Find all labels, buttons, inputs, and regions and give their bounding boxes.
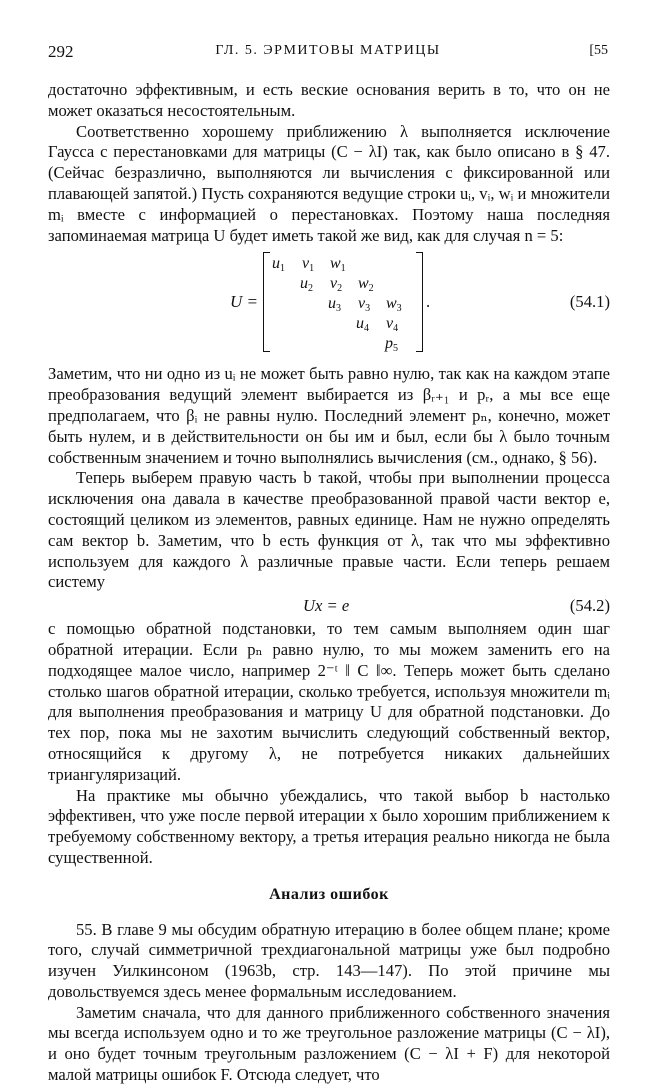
matrix-entry: $w_1$: [330, 255, 346, 275]
matrix-entry: $u_3$: [328, 295, 341, 315]
matrix-lhs: U =: [230, 292, 258, 312]
paragraph: Заметим сначала, что для данного приближенного собственного значения мы всегда используем одно и то же треугольное разложение матрицы (C − λI), и оно будет точным треугольным разложением (C − λI + F) для некоторой малой матрицы ошибок F. Отсюда следует, что: [48, 1002, 610, 1085]
equation-number: (54.1): [569, 292, 610, 312]
paragraph: 55. В главе 9 мы обсудим обратную итерацию в более общем плане; кроме того, случай симметричной трехдиагональной матрицы уже был подробно изучен Уилкинсоном (1963b, стр. 143—147). По этой причине мы довольствуемся здесь менее формальным исследованием.: [48, 919, 610, 1001]
paragraph: Соответственно хорошему приближению λ выполняется исключение Гаусса с перестановками для матрицы (C − λI) так, как было описано в § 47. (Сейчас безразлично, выполняются ли вычисления с фиксированной или плавающей запятой.) Пусть сохраняются ведущие строки uᵢ, vᵢ, wᵢ и множители mᵢ вместе с информацией о перестановках. Поэтому наша последняя запоминаемая матрица U будет иметь такой же вид, как для случая n = 5:: [48, 121, 610, 245]
matrix-entry: $u_2$: [300, 275, 313, 295]
matrix-entry: $v_4$: [386, 315, 399, 335]
paragraph: Теперь выберем правую часть b такой, чтобы при выполнении процесса исключения она давала в качестве преобразованной правой части вектор e, состоящий целиком из элементов, равных единице. Нам не нужно определять сам вектор b. Заметим, что b есть функция от λ, так что мы эффективно используем для каждого λ различные правые части. Если теперь решаем систему: [48, 468, 610, 592]
paragraph: Заметим, что ни одно из uᵢ не может быть равно нулю, так как на каждом этапе преобразования ведущий элемент выбирается из βᵣ₊₁ и pᵣ, а мы все еще предполагаем, что βᵢ не равны нулю. Последний элемент pₙ, конечно, может быть нулем, и в действительности он бы им и был, если бы λ было точным собственным значением и точно выполнялись вычисления (см., однако, § 56).: [48, 364, 610, 467]
section-ref: [55: [589, 43, 608, 58]
matrix-entry: $u_4$: [356, 315, 369, 335]
matrix-entry: $u_1$: [272, 255, 285, 275]
matrix-entry: $v_3$: [358, 295, 371, 315]
paragraph: достаточно эффективным, и есть веские основания верить в то, что он не может оказаться несостоятельным.: [48, 80, 610, 120]
equation-row: [48, 593, 610, 619]
paragraph: На практике мы обычно убеждались, что такой выбор b настолько эффективен, что уже после первой итерации x было хорошим приближением к требуемому собственному вектору, а третья итерация реально никогда не была существенной.: [48, 785, 610, 867]
matrix-entry: $w_2$: [358, 275, 374, 295]
matrix-entry: $v_2$: [330, 275, 343, 295]
equation-number: (54.2): [569, 596, 610, 616]
matrix-period: .: [426, 292, 431, 312]
matrix-entry: $w_3$: [386, 295, 402, 315]
page-number: 292: [48, 42, 74, 61]
matrix-entry: $v_1$: [302, 255, 315, 275]
page-header: [48, 42, 608, 64]
matrix-equation: [48, 252, 610, 356]
page-body: [48, 80, 610, 1086]
matrix-entry: $p_5$: [385, 335, 398, 355]
matrix-U: [263, 252, 423, 355]
section-title: Анализ ошибок: [269, 885, 389, 903]
equation: Ux = e: [303, 596, 350, 616]
paragraph: с помощью обратной подстановки, то тем самым выполняем один шаг обратной итерации. Если pₙ равно нулю, то мы можем заменить его на подходящее малое число, например 2⁻ᵗ ‖ C ‖∞. Теперь может быть сделано столько шагов обратной итерации, сколько требуется, используя множители mᵢ для выполнения преобразования и матрицу U для обратной подстановки. До тех пор, пока мы не захотим вычислить следующий собственный вектор, относящийся к другому λ, не потребуется никаких дальнейших триангуляризаций.: [48, 619, 610, 784]
chapter-title: ГЛ. 5. ЭРМИТОВЫ МАТРИЦЫ: [215, 43, 441, 58]
